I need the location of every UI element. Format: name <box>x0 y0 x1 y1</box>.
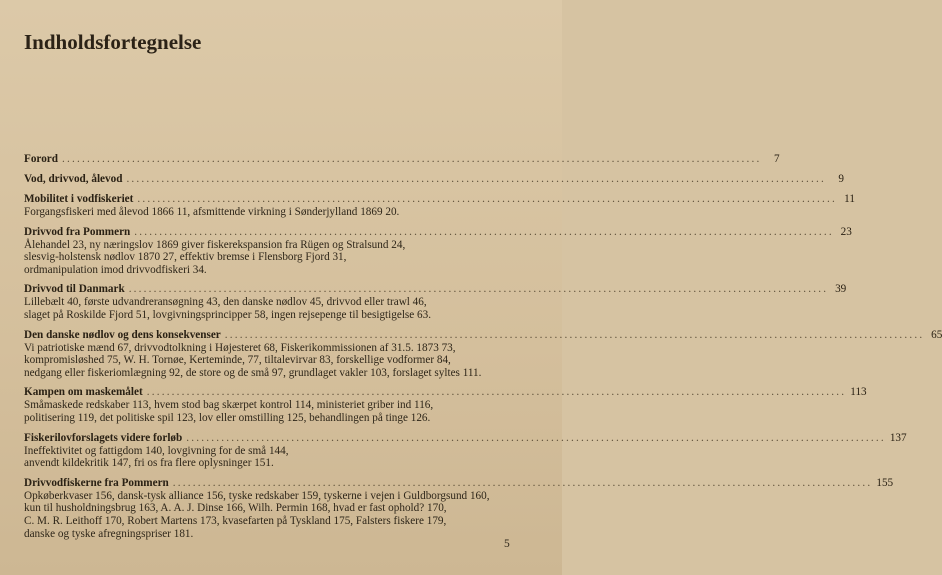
chapter-summary-line: Lillebælt 40, første udvandreransøgning 43, den danske nødlov 45, drivvod eller trawl 46, <box>24 296 427 309</box>
toc-entry-header <box>24 225 852 239</box>
dot-leader: ............................................................................................................................................ <box>224 328 925 341</box>
toc-entry <box>24 173 844 186</box>
chapter-page-number: 23 <box>840 225 852 238</box>
table-of-contents <box>24 153 942 547</box>
chapter-summary-line: Ålehandel 23, ny næringslov 1869 giver fiskerekspansion fra Rügen og Stralsund 24, <box>24 238 406 251</box>
chapter-page-number: 155 <box>876 476 894 489</box>
toc-entry-header <box>24 173 844 186</box>
toc-entry-header <box>24 328 942 342</box>
page-number: 5 <box>504 538 510 550</box>
dot-leader: ............................................................................................................................................ <box>128 283 829 296</box>
dot-leader: ............................................................................................................................................ <box>186 431 886 444</box>
chapter-summary-line: ordmanipulation imod drivvodfiskeri 34. <box>24 263 207 276</box>
chapter-title: Drivvod fra Pommern <box>24 225 131 238</box>
chapter-summary-line: Vi patriotiske mænd 67, drivvodtolkning i Højesteret 68, Fiskerikommissionen af 31.5. 1873 73, <box>24 341 456 354</box>
chapter-page-number: 11 <box>844 193 855 205</box>
chapter-title: Vod, drivvod, ålevod <box>24 173 123 185</box>
toc-entry <box>24 153 780 166</box>
chapter-summary-line: Opkøberkvaser 156, dansk-tysk alliance 156, tyske redskaber 159, tyskerne i vejen i Guldborgsund 160, <box>24 489 490 502</box>
page-title: Indholdsfortegnelse <box>24 30 202 54</box>
chapter-title: Fiskerilovforslagets videre forløb <box>24 431 183 444</box>
toc-entry-header <box>24 476 894 490</box>
toc-entry-header <box>24 386 867 399</box>
toc-entry-header <box>24 193 855 206</box>
toc-entry-header <box>24 283 847 296</box>
chapter-title: Forord <box>24 153 58 165</box>
chapter-title: Den danske nødlov og dens konsekvenser <box>24 328 221 341</box>
toc-entry <box>24 386 867 424</box>
chapter-title: Kampen om maskemålet <box>24 386 143 399</box>
dot-leader: ............................................................................................................................................ <box>172 476 873 489</box>
chapter-summary-line: Ineffektivitet og fattigdom 140, lovgivning for de små 144, <box>24 444 289 457</box>
dot-leader: ............................................................................................................................................ <box>137 193 837 205</box>
toc-entry-header <box>24 153 780 166</box>
chapter-summary-line: Forgangsfiskeri med ålevod 1866 11, afsmittende virkning i Sønderjylland 1869 20. <box>24 206 400 218</box>
toc-entry <box>24 193 855 219</box>
chapter-page-number: 39 <box>835 283 847 296</box>
chapter-page-number: 113 <box>850 386 867 399</box>
dot-leader: ............................................................................................................................................ <box>126 173 826 185</box>
dot-leader: ............................................................................................................................................ <box>61 153 762 165</box>
chapter-summary-line: anvendt kildekritik 147, fri os fra flere oplysninger 151. <box>24 457 274 470</box>
chapter-title: Drivvodfiskerne fra Pommern <box>24 476 169 489</box>
chapter-title: Drivvod til Danmark <box>24 283 125 296</box>
dot-leader: ............................................................................................................................................ <box>134 225 834 238</box>
chapter-page-number: 7 <box>773 153 780 165</box>
dot-leader: ............................................................................................................................................ <box>146 386 847 399</box>
toc-entry <box>24 225 852 277</box>
chapter-title: Mobilitet i vodfiskeriet <box>24 193 134 205</box>
chapter-summary-line: slaget på Roskilde Fjord 51, lovgivningsprincipper 58, ingen rejsepenge til besigtigelse 63. <box>24 308 432 321</box>
chapter-page-number: 137 <box>889 431 907 444</box>
chapter-summary-line: Småmaskede redskaber 113, hvem stod bag skærpet kontrol 114, ministeriet griber ind 116, <box>24 399 434 412</box>
chapter-summary-line: C. M. R. Leithoff 170, Robert Martens 173, kvasefarten på Tyskland 175, Falsters fiskere 179, <box>24 514 447 527</box>
chapter-page-number: 65 <box>931 328 942 341</box>
chapter-summary-line: danske og tyske afregningspriser 181. <box>24 527 194 540</box>
chapter-summary-line: nedgang eller fiskeriomlægning 92, de store og de små 97, grundlaget vakler 103, forslaget syltes 111. <box>24 366 482 379</box>
chapter-page-number: 9 <box>838 173 844 185</box>
chapter-summary-line: kompromisløshed 75, W. H. Tornøe, Kerteminde, 77, tiltalevirvar 83, forskellige vodformer 84, <box>24 354 451 367</box>
chapter-summary-line: slesvig-holstensk nødlov 1870 27, effektiv bremse i Flensborg Fjord 31, <box>24 251 347 264</box>
toc-entry <box>24 328 942 380</box>
toc-entry <box>24 283 847 321</box>
chapter-summary-line: kun til husholdningsbrug 163, A. A. J. Dinse 166, Wilh. Permin 168, hvad er fast ophold? 170, <box>24 502 447 515</box>
toc-entry <box>24 476 894 540</box>
toc-entry <box>24 431 907 470</box>
toc-entry-header <box>24 431 907 445</box>
chapter-summary-line: politisering 119, det politiske spil 123, lov eller omstilling 125, behandlingen på tinge 126. <box>24 411 431 424</box>
